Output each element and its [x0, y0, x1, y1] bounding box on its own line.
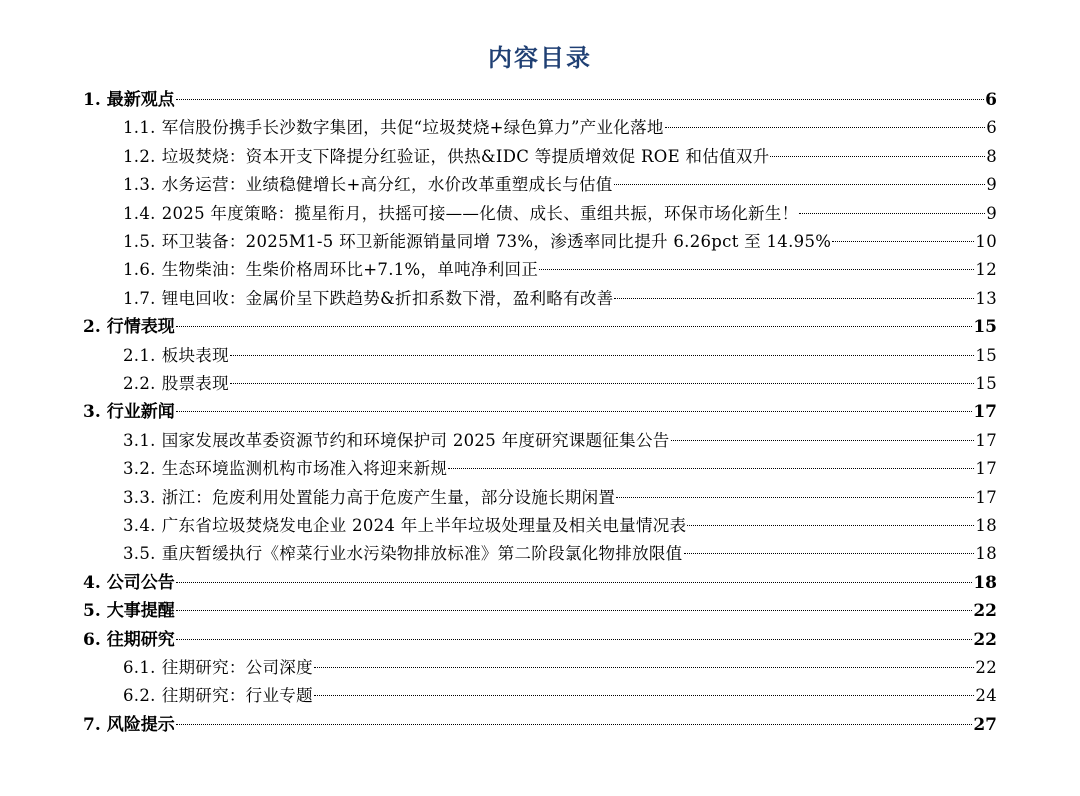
toc-entry-title: 浙江：危废利用处置能力高于危废产生量，部分设施长期闲置 — [161, 487, 616, 507]
toc-section-entry[interactable] — [83, 711, 997, 739]
dot-leader — [314, 695, 975, 696]
toc-entry-title: 大事提醒 — [106, 601, 175, 622]
toc-page-number: 17 — [975, 430, 997, 450]
toc-entry-title: 往期研究：行业专题 — [161, 686, 313, 706]
toc-page-number: 22 — [973, 629, 997, 650]
toc-page-number: 22 — [973, 601, 997, 622]
dot-leader — [230, 355, 975, 356]
dot-leader — [832, 241, 974, 242]
toc-subsection-entry[interactable] — [123, 228, 997, 256]
toc-entry-title: 锂电回收：金属价呈下跌趋势&折扣系数下滑，盈利略有改善 — [161, 288, 614, 308]
toc-section-entry[interactable] — [83, 86, 997, 114]
toc-entry-title: 国家发展改革委资源节约和环境保护司 2025 年度研究课题征集公告 — [161, 430, 670, 450]
toc-page-number: 24 — [975, 686, 997, 706]
toc-entry-title: 股票表现 — [161, 374, 229, 393]
toc-entry-title: 垃圾焚烧：资本开支下降提分红验证，供热&IDC 等提质增效促 ROE 和估值双升 — [161, 146, 770, 166]
toc-section-entry[interactable] — [83, 313, 997, 341]
toc-subsection-entry[interactable] — [123, 512, 997, 540]
dot-leader — [770, 156, 985, 157]
toc-entry-title: 最新观点 — [106, 90, 175, 110]
toc-subsection-entry[interactable] — [123, 342, 997, 370]
toc-page-number: 8 — [986, 146, 997, 166]
dot-leader — [176, 639, 973, 640]
toc-entry-number: 5. — [83, 601, 101, 622]
toc-page-number: 12 — [975, 260, 997, 280]
toc-entry-number: 3. — [83, 402, 101, 423]
toc-page-number: 22 — [975, 658, 997, 677]
dot-leader — [176, 610, 973, 611]
toc-entry-number: 1.3. — [123, 175, 156, 195]
toc-entry-title: 广东省垃圾焚烧发电企业 2024 年上半年垃圾处理量及相关电量情况表 — [161, 516, 687, 535]
toc-entry-title: 行业新闻 — [106, 402, 175, 423]
toc-subsection-entry[interactable] — [123, 370, 997, 398]
toc-subsection-entry[interactable] — [123, 114, 997, 142]
toc-entry-title: 往期研究：公司深度 — [161, 658, 313, 677]
toc-entry-number: 1.7. — [123, 288, 156, 308]
toc-entry-title: 生物柴油：生柴价格周环比+7.1%，单吨净利回正 — [161, 260, 539, 280]
toc-entry-title: 环卫装备：2025M1-5 环卫新能源销量同增 73%，渗透率同比提升 6.26pct 至 14.95% — [161, 232, 832, 251]
toc-entry-title: 2025 年度策略：揽星衔月，扶摇可接——化债、成长、重组共振，环保市场化新生！ — [161, 203, 799, 223]
dot-leader — [176, 582, 973, 583]
toc-page-number: 6 — [986, 118, 997, 138]
toc-subsection-entry[interactable] — [123, 455, 997, 483]
toc-entry-number: 1.2. — [123, 146, 156, 166]
toc-entry-number: 2.2. — [123, 374, 156, 393]
toc-subsection-entry[interactable] — [123, 200, 997, 228]
dot-leader — [314, 667, 975, 668]
toc-subsection-entry[interactable] — [123, 540, 997, 568]
dot-leader — [230, 383, 975, 384]
dot-leader — [684, 553, 975, 554]
toc-entry-number: 4. — [83, 572, 101, 593]
toc-section-entry[interactable] — [83, 597, 997, 625]
toc-page-number: 17 — [973, 402, 997, 423]
toc-entry-title: 往期研究 — [106, 629, 175, 650]
toc-subsection-entry[interactable] — [123, 171, 997, 199]
toc-subsection-entry[interactable] — [123, 256, 997, 284]
toc-subsection-entry[interactable] — [123, 682, 997, 710]
toc-page-number: 9 — [986, 175, 997, 195]
toc-page-number: 15 — [975, 374, 997, 393]
toc-entry-number: 2. — [83, 317, 101, 338]
toc-entry-title: 风险提示 — [106, 714, 175, 735]
toc-entry-number: 1.4. — [123, 203, 156, 223]
toc-subsection-entry[interactable] — [123, 654, 997, 682]
toc-entry-number: 6.1. — [123, 658, 156, 677]
toc-page-number: 17 — [975, 487, 997, 507]
toc-section-entry[interactable] — [83, 398, 997, 426]
toc-page-number: 13 — [975, 288, 997, 308]
toc-entry-number: 3.2. — [123, 459, 156, 479]
toc-page-number: 17 — [975, 459, 997, 479]
toc-entry-title: 重庆暂缓执行《榨菜行业水污染物排放标准》第二阶段氯化物排放限值 — [161, 544, 683, 564]
toc-entry-number: 1.1. — [123, 118, 156, 138]
dot-leader — [671, 440, 975, 441]
toc-entry-title: 行情表现 — [106, 317, 175, 338]
toc-entry-title: 生态环境监测机构市场准入将迎来新规 — [161, 459, 448, 479]
toc-section-entry[interactable] — [83, 569, 997, 597]
toc-page-number: 6 — [985, 90, 997, 110]
dot-leader — [799, 213, 985, 214]
toc-entry-number: 6.2. — [123, 686, 156, 706]
toc-page-number: 15 — [973, 317, 997, 338]
toc-subsection-entry[interactable] — [123, 143, 997, 171]
toc-entry-title: 军信股份携手长沙数字集团，共促“垃圾焚烧+绿色算力”产业化落地 — [161, 118, 664, 138]
toc-title: 内容目录 — [488, 43, 592, 72]
toc-entry-title: 水务运营：业绩稳健增长+高分红，水价改革重塑成长与估值 — [161, 175, 613, 195]
toc-page-number: 10 — [975, 232, 997, 251]
dot-leader — [665, 127, 986, 128]
toc-subsection-entry[interactable] — [123, 285, 997, 313]
dot-leader — [448, 468, 974, 469]
toc-subsection-entry[interactable] — [123, 484, 997, 512]
dot-leader — [176, 411, 973, 412]
toc-entry-number: 3.3. — [123, 487, 156, 507]
toc-page-number: 18 — [975, 544, 997, 564]
toc-page-number: 18 — [973, 572, 997, 593]
toc-entry-number: 6. — [83, 629, 101, 650]
toc-page-number: 18 — [975, 516, 997, 535]
toc-entry-title: 板块表现 — [161, 345, 229, 365]
toc-page-number: 27 — [973, 714, 997, 735]
dot-leader — [176, 99, 984, 100]
toc-entry-number: 3.5. — [123, 544, 156, 564]
toc-entry-title: 公司公告 — [106, 572, 175, 593]
toc-entry-number: 1. — [83, 90, 101, 110]
toc-entry-number: 1.5. — [123, 232, 156, 251]
dot-leader — [176, 326, 973, 327]
toc-section-entry[interactable] — [83, 626, 997, 654]
toc-entry-number: 2.1. — [123, 345, 156, 365]
toc-entry-number: 3.4. — [123, 516, 156, 535]
toc-entry-number: 1.6. — [123, 260, 156, 280]
dot-leader — [614, 184, 986, 185]
dot-leader — [687, 525, 974, 526]
dot-leader — [176, 724, 973, 725]
toc-page-number: 9 — [986, 203, 997, 223]
toc-entry-number: 3.1. — [123, 430, 156, 450]
toc-page-number: 15 — [975, 345, 997, 365]
toc-entry-number: 7. — [83, 714, 101, 735]
dot-leader — [539, 269, 974, 270]
toc-subsection-entry[interactable] — [123, 427, 997, 455]
dot-leader — [616, 497, 974, 498]
dot-leader — [614, 298, 974, 299]
